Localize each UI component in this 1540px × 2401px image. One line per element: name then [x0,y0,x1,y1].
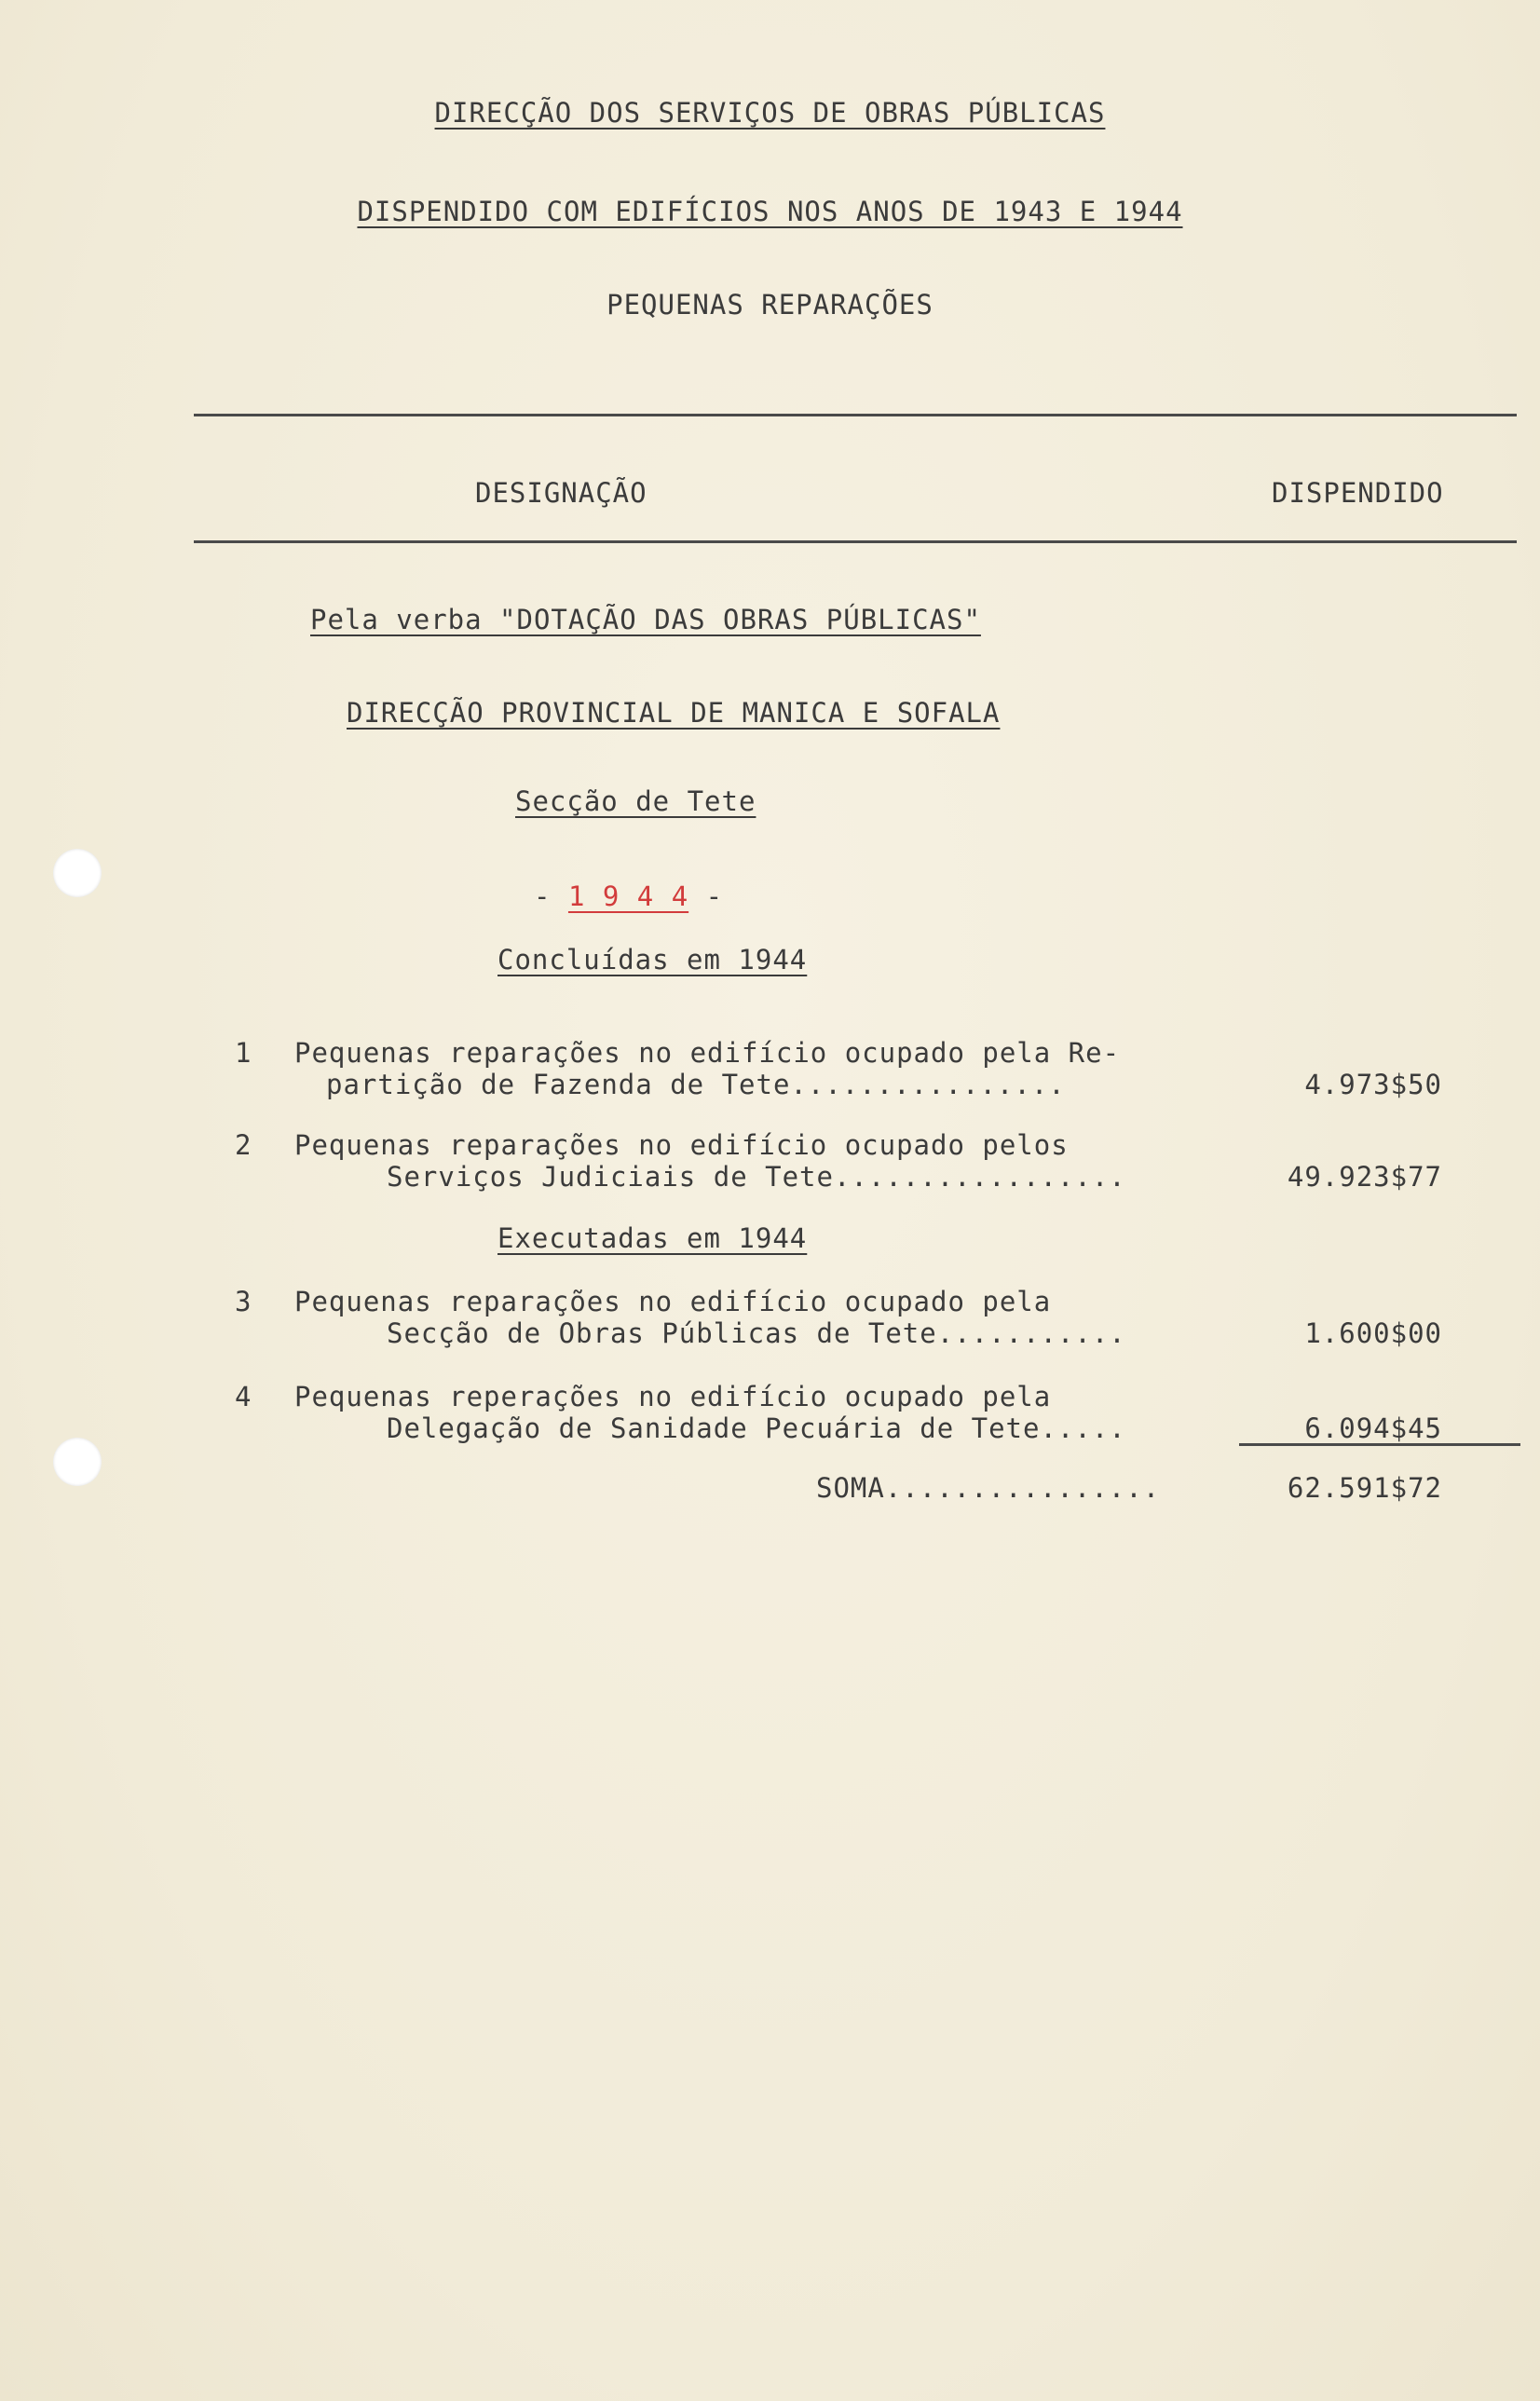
header-subtitle: DISPENDIDO COM EDIFÍCIOS NOS ANOS DE 1943 E 1944 [357,196,1183,227]
item-amount: 4.973$50 [1304,1069,1442,1100]
group-title-concluidas: Concluídas em 1944 [497,944,808,975]
item-amount: 1.600$00 [1304,1317,1442,1349]
total-label: SOMA................ [816,1472,1161,1504]
item-number: 2 [235,1129,252,1161]
item-description: Pequenas reparações no edifício ocupado pela [294,1286,1052,1317]
item-amount: 6.094$45 [1304,1412,1442,1444]
item-number: 1 [235,1037,252,1069]
top-rule [194,414,1517,416]
punch-hole [53,849,102,897]
item-description-cont: partição de Fazenda de Tete................ [326,1069,1066,1100]
item-description-cont: Secção de Obras Públicas de Tete........... [387,1317,1126,1349]
header-title: DIRECÇÃO DOS SERVIÇOS DE OBRAS PÚBLICAS [434,97,1106,129]
item-number: 4 [235,1381,252,1412]
year-heading [534,880,723,912]
total-amount: 62.591$72 [1287,1472,1442,1504]
year-dash-left: - [534,880,552,912]
item-description: Pequenas reparações no edifício ocupado pela Re- [294,1037,1121,1069]
group-title-executadas: Executadas em 1944 [497,1222,808,1254]
item-description: Pequenas reperações no edifício ocupado pela [294,1381,1052,1412]
year-digits: 1 9 4 4 [567,880,689,912]
item-description-cont: Serviços Judiciais de Tete................. [387,1161,1126,1193]
header-rule [194,540,1517,543]
punch-hole [53,1438,102,1486]
column-spent: DISPENDIDO [1272,477,1444,509]
item-description: Pequenas reparações no edifício ocupado pelos [294,1129,1069,1161]
column-designation: DESIGNAÇÃO [475,477,647,509]
verba-heading: Pela verba "DOTAÇÃO DAS OBRAS PÚBLICAS" [310,604,981,635]
sum-rule [1239,1443,1520,1446]
header-section: PEQUENAS REPARAÇÕES [606,289,934,321]
year-dash-right: - [705,880,724,912]
item-description-cont: Delegação de Sanidade Pecuária de Tete..... [387,1412,1126,1444]
direccao-heading: DIRECÇÃO PROVINCIAL DE MANICA E SOFALA [347,697,1001,729]
item-amount: 49.923$77 [1287,1161,1442,1193]
seccao-heading: Secção de Tete [515,785,756,817]
item-number: 3 [235,1286,252,1317]
